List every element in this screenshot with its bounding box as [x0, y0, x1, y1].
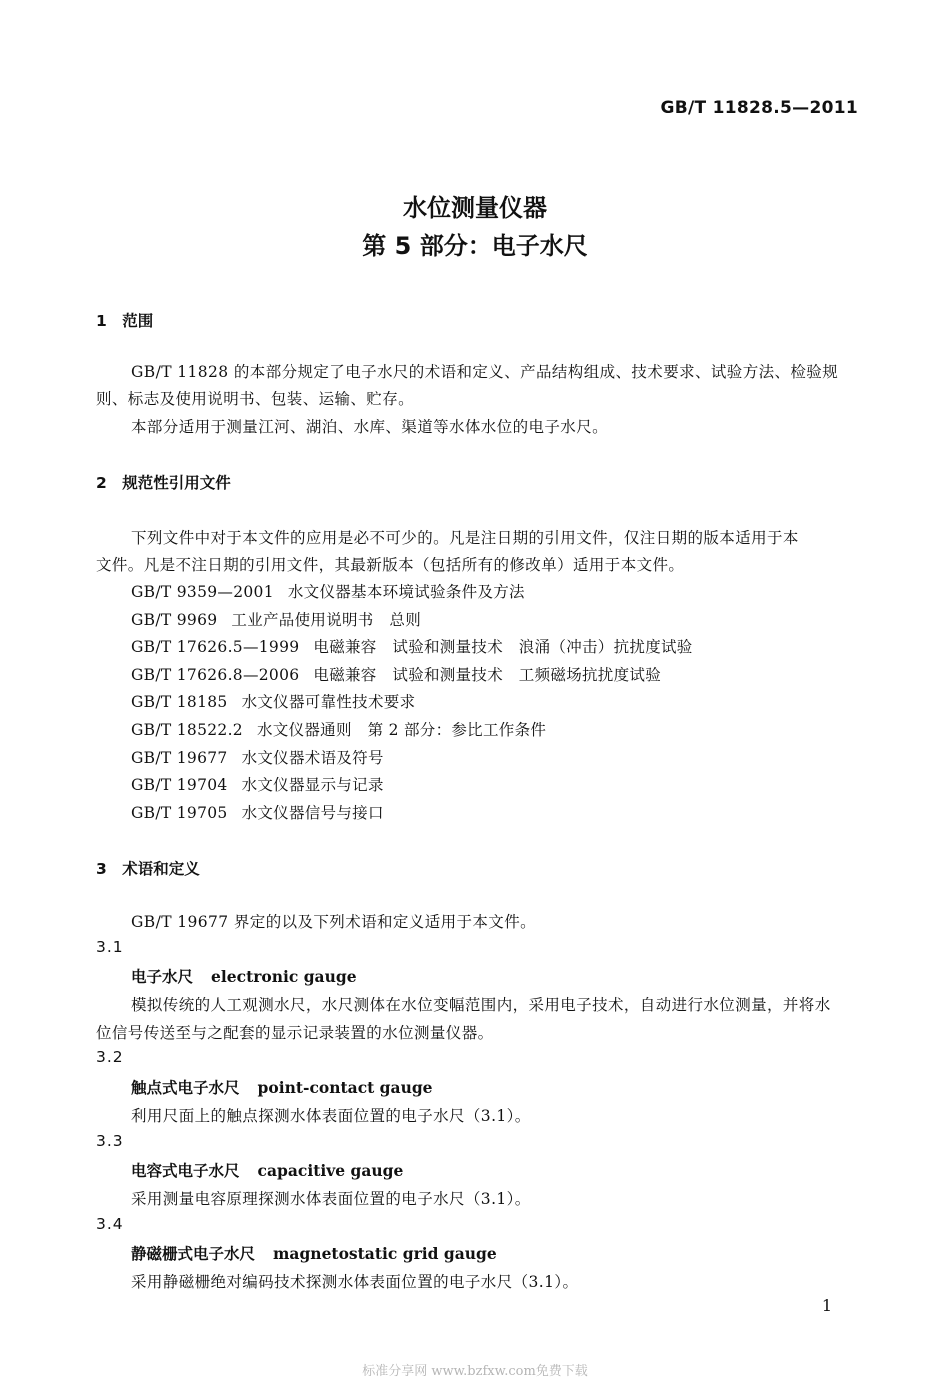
reference-item: [131, 773, 384, 795]
reference-title: 水文仪器可靠性技术要求: [241, 693, 416, 711]
reference-code: GB/T 9969: [131, 611, 218, 629]
section-heading-terms: 3 术语和定义: [96, 860, 200, 878]
term-title: [131, 1159, 403, 1181]
reference-title: 工业产品使用说明书 总则: [231, 611, 422, 629]
reference-item: [131, 801, 384, 823]
term-definition-line: 位信号传送至与之配套的显示记录装置的水位测量仪器。: [96, 1024, 494, 1042]
term-title: [131, 1076, 433, 1098]
references-intro-line: 文件。凡是不注日期的引用文件，其最新版本（包括所有的修改单）适用于本文件。: [96, 556, 685, 574]
document-title: 水位测量仪器: [403, 194, 547, 222]
term-number: 3.4: [96, 1215, 124, 1233]
term-definition-line: 采用测量电容原理探测水体表面位置的电子水尺（3.1）。: [131, 1190, 531, 1208]
reference-item: [131, 580, 525, 602]
reference-code: GB/T 18522.2: [131, 721, 243, 739]
section-heading-scope: 1 范围: [96, 312, 154, 330]
term-number: 3.2: [96, 1048, 124, 1066]
section-heading-references: 2 规范性引用文件: [96, 474, 231, 492]
page-number: 1: [821, 1296, 832, 1315]
reference-code: GB/T 17626.5—1999: [131, 638, 300, 656]
reference-code: GB/T 19704: [131, 776, 228, 794]
references-intro-line: 下列文件中对于本文件的应用是必不可少的。凡是注日期的引用文件，仅注日期的版本适用于本: [131, 529, 799, 547]
reference-code: GB/T 19677: [131, 749, 228, 767]
reference-title: 水文仪器基本环境试验条件及方法: [287, 583, 525, 601]
term-zh: 电子水尺: [131, 967, 194, 986]
reference-item: [131, 663, 661, 685]
term-en: point-contact gauge: [257, 1078, 433, 1097]
term-zh: 静磁栅式电子水尺: [131, 1244, 256, 1263]
reference-code: GB/T 18185: [131, 693, 228, 711]
reference-title: 电磁兼容 试验和测量技术 工频磁场抗扰度试验: [313, 666, 662, 684]
reference-code: GB/T 19705: [131, 804, 228, 822]
term-definition-line: 模拟传统的人工观测水尺，水尺测体在水位变幅范围内，采用电子技术，自动进行水位测量，并将水: [131, 996, 831, 1014]
reference-item: [131, 635, 693, 657]
term-number: 3.3: [96, 1132, 124, 1150]
watermark: 标准分享网 www.bzfxw.com免费下载: [362, 1364, 588, 1379]
standard-code: GB/T 11828.5—2011: [660, 98, 858, 118]
scope-paragraph-line: 则、标志及使用说明书、包装、运输、贮存。: [96, 390, 415, 408]
reference-title: 水文仪器信号与接口: [241, 804, 384, 822]
term-definition-line: 采用静磁栅绝对编码技术探测水体表面位置的电子水尺（3.1）。: [131, 1273, 579, 1291]
reference-item: [131, 608, 421, 630]
term-zh: 电容式电子水尺: [131, 1161, 240, 1180]
reference-item: [131, 718, 546, 740]
term-en: magnetostatic grid gauge: [273, 1244, 497, 1263]
term-title: [131, 1242, 497, 1264]
reference-title: 水文仪器通则 第 2 部分：参比工作条件: [256, 721, 547, 739]
reference-item: [131, 690, 415, 712]
reference-code: GB/T 9359—2001: [131, 583, 274, 601]
reference-code: GB/T 17626.8—2006: [131, 666, 300, 684]
document-subtitle: 第 5 部分：电子水尺: [362, 232, 588, 260]
scope-paragraph-line: GB/T 11828 的本部分规定了电子水尺的术语和定义、产品结构组成、技术要求、试验方法、检验规: [131, 363, 839, 381]
reference-title: 水文仪器术语及符号: [241, 749, 384, 767]
term-zh: 触点式电子水尺: [131, 1078, 240, 1097]
terms-intro: GB/T 19677 界定的以及下列术语和定义适用于本文件。: [131, 913, 536, 931]
term-number: 3.1: [96, 938, 124, 956]
reference-title: 电磁兼容 试验和测量技术 浪涌（冲击）抗扰度试验: [313, 638, 693, 656]
term-en: capacitive gauge: [257, 1161, 404, 1180]
term-en: electronic gauge: [211, 967, 357, 986]
term-title: [131, 965, 357, 987]
reference-item: [131, 746, 384, 768]
reference-title: 水文仪器显示与记录: [241, 776, 384, 794]
term-definition-line: 利用尺面上的触点探测水体表面位置的电子水尺（3.1）。: [131, 1107, 531, 1125]
scope-paragraph-line: 本部分适用于测量江河、湖泊、水库、渠道等水体水位的电子水尺。: [131, 418, 609, 436]
